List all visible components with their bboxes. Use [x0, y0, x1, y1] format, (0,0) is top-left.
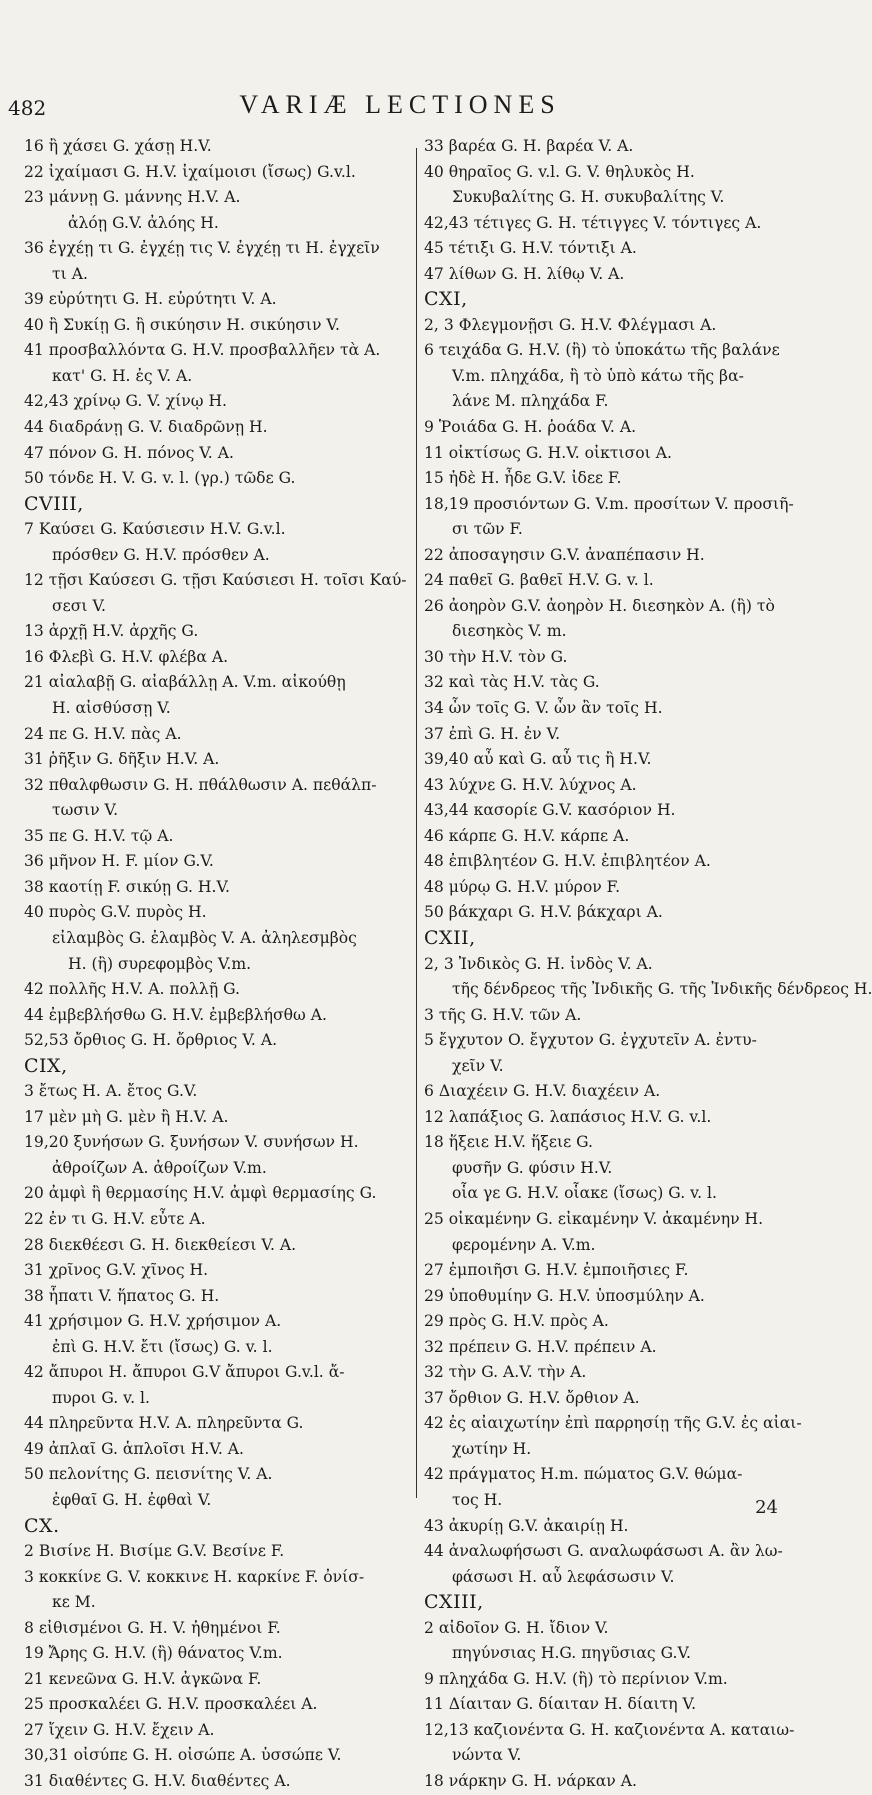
variant-entry: 22 ἰχαίμασι G. H.V. ἰχαίμοισι (ἴσως) G.v.l. — [24, 162, 356, 181]
section-heading: CVIII, — [24, 492, 84, 515]
variant-entry: 36 ἐγχέῃ τι G. ἐγχέῃ τις V. ἐγχέῃ τι H. ἐγχεῖν — [24, 239, 380, 258]
variant-entry: 43 ἀκυρίῃ G.V. ἀκαιρίῃ H. — [424, 1516, 629, 1535]
variant-entry: πηγύνσιας H.G. πηγῦσιας G.V. — [452, 1644, 691, 1663]
variant-entry: 6 Διαχέειν G. H.V. διαχέειν A. — [424, 1082, 661, 1101]
variant-entry: 44 πληρεῦντα H.V. A. πληρεῦντα G. — [24, 1414, 304, 1433]
variant-entry: νώντα V. — [452, 1746, 522, 1765]
variant-entry: 48 ἐπιβλητέον G. H.V. ἐπιβλητέον A. — [424, 852, 711, 871]
variant-entry: 2 Βισίνε H. Βισίμε G.V. Βεσίνε F. — [24, 1542, 285, 1561]
variant-entry: 42 ἐς αἰαιχωτίην ἐπὶ παρρησίῃ τῆς G.V. ἐς αἰαι- — [424, 1414, 802, 1433]
variant-entry: 3 ἔτως H. A. ἔτος G.V. — [24, 1082, 198, 1101]
variant-entry: 40 πυρὸς G.V. πυρὸς H. — [24, 903, 207, 922]
right-column — [424, 134, 872, 1795]
variant-entry: 27 ἴχειν G. H.V. ἔχειν A. — [24, 1720, 215, 1739]
variant-entry: 9 πληχάδα G. H.V. (ἢ) τὸ περίνιον V.m. — [424, 1669, 728, 1688]
column-divider — [416, 148, 417, 1498]
variant-entry: 50 πελονίτης G. πεισνίτης V. A. — [24, 1465, 273, 1484]
variant-entry: 30 τὴν H.V. τὸν G. — [424, 647, 568, 666]
variant-entry: 15 ἠδὲ H. ἦδε G.V. ἰδεε F. — [424, 469, 622, 488]
variant-entry: 45 τέτιξι G. H.V. τόντιξι A. — [424, 239, 637, 258]
variant-entry: 44 ἐμβεβλήσθω G. H.V. ἐμβεβλήσθω A. — [24, 1005, 327, 1024]
variant-entry: 12 λαπάξιος G. λαπάσιος H.V. G. v.l. — [424, 1107, 712, 1126]
variant-entry: 35 πε G. H.V. τῷ A. — [24, 826, 174, 845]
variant-entry: 42 ἄπυροι H. ἄπυροι G.V ἄπυροι G.v.l. ἄ- — [24, 1363, 345, 1382]
variant-entry: 12 τῇσι Καύσεσι G. τῇσι Καύσιεσι H. τοῖσι Καύ- — [24, 571, 407, 590]
variant-entry: 23 μάννῃ G. μάννης H.V. A. — [24, 188, 241, 207]
variant-entry: 5 ἔγχυτον O. ἔγχυτον G. ἐγχυτεῖν A. ἐντυ- — [424, 1031, 757, 1050]
variant-entry: 40 ἢ Συκίῃ G. ἢ σικύησιν H. σικύησιν V. — [24, 315, 340, 334]
variant-entry: ἀθροίζων A. ἀθροίζων V.m. — [52, 1158, 267, 1177]
running-head: VARIÆ LECTIONES — [239, 90, 561, 119]
variant-entry: 31 χρῖνος G.V. χῖνος H. — [24, 1261, 209, 1280]
variant-entry: 2, 3 Ἰνδικὸς G. H. ἰνδὸς V. A. — [424, 954, 653, 973]
variant-entry: 43 λύχνε G. H.V. λύχνος A. — [424, 775, 637, 794]
variant-entry: Συκυβαλίτης G. H. συκυβαλίτης V. — [452, 188, 725, 207]
variant-entry: 12,13 καζιονέντα G. H. καζιονέντα A. καταιω- — [424, 1720, 795, 1739]
variant-entry: 38 καοτίῃ F. σικύῃ G. H.V. — [24, 877, 230, 896]
variant-entry: 29 πρὸς G. H.V. πρὸς A. — [424, 1312, 609, 1331]
variant-entry: 50 τόνδε H. V. G. v. l. (γρ.) τῶδε G. — [24, 469, 296, 488]
variant-entry: χωτίην H. — [452, 1439, 532, 1458]
variant-entry: 40 θηραῖος G. v.l. G. V. θηλυκὸς H. — [424, 162, 695, 181]
variant-entry: 32 πρέπειν G. H.V. πρέπειν A. — [424, 1337, 657, 1356]
variant-entry: 2, 3 Φλεγμονῇσι G. H.V. Φλέγμασι A. — [424, 315, 717, 334]
section-heading: CX. — [24, 1514, 60, 1537]
variant-entry: 39 εὐρύτητι G. H. εὐρύτητι V. A. — [24, 290, 277, 309]
variant-entry: 6 τειχάδα G. H.V. (ἢ) τὸ ὑποκάτω τῆς βαλάνε — [424, 341, 780, 360]
page-number: 482 — [8, 96, 47, 120]
signature-mark: 24 — [755, 1497, 778, 1518]
variant-entry: 41 προσβαλλόντα G. H.V. προσβαλλῆεν τὰ A. — [24, 341, 381, 360]
variant-entry: ἐπὶ G. H.V. ἔτι (ἴσως) G. v. l. — [52, 1337, 273, 1356]
variant-entry: 8 εἰθισμένοι G. H. V. ἠθημένοι F. — [24, 1618, 281, 1637]
variant-entry: διεσηκὸς V. m. — [452, 622, 567, 641]
section-heading: CXIII, — [424, 1591, 484, 1614]
variant-entry: 26 ἀοηρὸν G.V. ἀοηρὸν H. διεσηκὸν A. (ἢ) τὸ — [424, 596, 775, 615]
variant-entry: 32 καὶ τὰς H.V. τὰς G. — [424, 673, 600, 692]
variant-entry: 52,53 ὄρθιος G. H. ὄρθριος V. A. — [24, 1031, 278, 1050]
variant-entry: 38 ἧπατι V. ἥπατος G. H. — [24, 1286, 220, 1305]
variant-entry: 42 πράγματος H.m. πώματος G.V. θώμα- — [424, 1465, 743, 1484]
section-heading: CXI, — [424, 288, 468, 311]
variant-entry: 27 ἐμποιῆσι G. H.V. ἐμποιῆσιες F. — [424, 1261, 689, 1280]
variant-entry: σι τῶν F. — [452, 520, 523, 539]
variant-entry: 49 ἀπλαῖ G. ἁπλοῖσι H.V. A. — [24, 1439, 244, 1458]
variant-entry: 24 παθεῖ G. βαθεῖ H.V. G. v. l. — [424, 571, 654, 590]
variant-entry: 50 βάκχαρι G. H.V. βάκχαρι A. — [424, 903, 663, 922]
variant-entry: 44 ἀναλωφήσωσι G. αναλωφάσωσι A. ἂν λω- — [424, 1542, 783, 1561]
variant-entry: 32 πθαλφθωσιν G. H. πθάλθωσιν A. πεθάλπ- — [24, 775, 377, 794]
variant-entry: 42 πολλῆς H.V. A. πολλῇ G. — [24, 980, 240, 999]
variant-entry: 46 κάρπε G. H.V. κάρπε A. — [424, 826, 630, 845]
variant-entry: κε M. — [52, 1593, 96, 1612]
variant-entry: ἀλόῃ G.V. ἀλόης H. — [68, 213, 219, 232]
variant-entry: πυροι G. v. l. — [52, 1388, 150, 1407]
variant-entry: τῆς δένδρεος τῆς Ἰνδικῆς G. τῆς Ἰνδικῆς δένδρεος H. — [452, 980, 872, 999]
variant-entry: 18 νάρκην G. H. νάρκαν A. — [424, 1772, 637, 1790]
variant-entry: 18,19 προσιόντων G. V.m. προσίτων V. προσιῆ- — [424, 494, 794, 513]
variant-entry: 22 ἀποσαγησιν G.V. ἀναπέπασιν H. — [424, 545, 705, 564]
variant-entry: 13 ἀρχῇ H.V. ἀρχῆς G. — [24, 622, 199, 641]
variant-entry: 43,44 κασορίε G.V. κασόριον H. — [424, 801, 676, 820]
section-heading: CIX, — [24, 1054, 68, 1077]
variant-entry: τωσιν V. — [52, 801, 119, 820]
variant-entry: 17 μὲν μὴ G. μὲν ἢ H.V. A. — [24, 1107, 229, 1126]
variant-entry: 47 λίθων G. H. λίθῳ V. A. — [424, 264, 625, 283]
variant-entry: 28 διεκθέεσι G. H. διεκθείεσι V. A. — [24, 1235, 297, 1254]
variant-entry: 31 διαθέντες G. H.V. διαθέντες A. — [24, 1772, 291, 1790]
variant-entry: τι A. — [52, 264, 88, 283]
variant-entry: 47 πόνον G. H. πόνος V. A. — [24, 443, 234, 462]
variant-entry: 16 Φλεβὶ G. H.V. φλέβα A. — [24, 647, 229, 666]
variant-entry: 25 οἰκαμένην G. εἰκαμένην V. ἀκαμένην H. — [424, 1209, 764, 1228]
variant-entry: 11 Δίαιταν G. δίαιταν H. δίαιτη V. — [424, 1695, 697, 1714]
variant-entry: H. (ἢ) συρεφομβὸς V.m. — [68, 954, 252, 973]
variant-entry: 19,20 ξυνήσων G. ξυνήσων V. συνήσων H. — [24, 1133, 359, 1152]
variant-entry: 44 διαδράνῃ G. V. διαδρῶνῃ H. — [24, 418, 268, 437]
section-heading: CXII, — [424, 926, 476, 949]
variant-entry: 25 προσκαλέει G. H.V. προσκαλέει A. — [24, 1695, 318, 1714]
variant-entry: 11 οἰκτίσως G. H.V. οἰκτισοι A. — [424, 443, 672, 462]
variant-entry: εἰλαμβὸς G. ἐλαμβὸς V. A. ἀληλεσμβὸς — [52, 928, 357, 947]
variant-entry: σεσι V. — [52, 596, 106, 615]
variant-entry: φερομένην A. V.m. — [452, 1235, 596, 1254]
variant-entry: τος H. — [452, 1490, 503, 1509]
variant-entry: φυσῆν G. φύσιν H.V. — [452, 1158, 613, 1177]
variant-entry: 20 ἀμφὶ ἢ θερμασίης H.V. ἀμφὶ θερμασίης G. — [24, 1184, 377, 1203]
variant-entry: V.m. πληχάδα, ἢ τὸ ὑπὸ κάτω τῆς βα- — [452, 366, 744, 385]
left-column — [24, 134, 410, 1795]
variant-entry: οἷα γε G. H.V. οἷακε (ἴσως) G. v. l. — [452, 1184, 717, 1203]
variant-entry: 32 τὴν G. A.V. τὴν A. — [424, 1363, 587, 1382]
variant-entry: 24 πε G. H.V. πὰς A. — [24, 724, 182, 743]
variant-entry: 21 κενεῶνα G. H.V. ἀγκῶνα F. — [24, 1669, 262, 1688]
variant-entry: 48 μύρῳ G. H.V. μύρον F. — [424, 877, 621, 896]
variant-entry: 30,31 οἰσύπε G. H. οἰσώπε A. ὑσσώπε V. — [24, 1746, 342, 1765]
variant-entry: 18 ἥξειε H.V. ἥξειε G. — [424, 1133, 593, 1152]
variant-entry: 29 ὑποθυμίην G. H.V. ὑποσμύλην A. — [424, 1286, 705, 1305]
variant-entry: 3 κοκκίνε G. V. κοκκινε H. καρκίνε F. ὀνίσ- — [24, 1567, 365, 1586]
variant-entry: 3 τῆς G. H.V. τῶν A. — [424, 1005, 582, 1024]
variant-entry: 31 ῥῆξιν G. δῆξιν H.V. A. — [24, 750, 220, 769]
variant-entry: 16 ἢ χάσει G. χάσῃ H.V. — [24, 137, 212, 155]
variant-entry: φάσωσι H. αὖ λεφάσωσιν V. — [452, 1567, 675, 1586]
variant-entry: λάνε M. πληχάδα F. — [452, 392, 609, 411]
variant-entry: 37 ὄρθιον G. H.V. ὄρθιον A. — [424, 1388, 640, 1407]
variant-entry: 33 βαρέα G. H. βαρέα V. A. — [424, 137, 634, 155]
variant-entry: 19 Ἄρης G. H.V. (ἢ) θάνατος V.m. — [24, 1644, 283, 1663]
variant-entry: 7 Καύσει G. Καύσιεσιν H.V. G.v.l. — [24, 520, 286, 539]
variant-entry: 42,43 τέτιγες G. H. τέτιγγες V. τόντιγες A. — [424, 213, 762, 232]
variant-entry: 34 ὧν τοῖς G. V. ὧν ἂν τοῖς H. — [424, 699, 663, 718]
variant-entry: 37 ἐπὶ G. H. ἐν V. — [424, 724, 561, 743]
variant-entry: 42,43 χρίνῳ G. V. χίνῳ H. — [24, 392, 228, 411]
variant-entry: ἐφθαῖ G. H. ἐφθαὶ V. — [52, 1490, 212, 1509]
variant-entry: H. αἰσθύσσῃ V. — [52, 699, 171, 718]
variant-entry: 41 χρήσιμον G. H.V. χρήσιμον A. — [24, 1312, 282, 1331]
variant-entry: 21 αἰαλαβῇ G. αἰαβάλλῃ A. V.m. αἰκούθῃ — [24, 673, 346, 692]
variant-entry: χεῖν V. — [452, 1056, 504, 1075]
variant-entry: 9 Ῥοιάδα G. H. ῥοάδα V. A. — [424, 418, 637, 437]
variant-entry: κατ' G. H. ἐς V. A. — [52, 366, 193, 385]
variant-entry: πρόσθεν G. H.V. πρόσθεν A. — [52, 545, 270, 564]
variant-entry: 22 ἐν τι G. H.V. εὖτε A. — [24, 1209, 206, 1228]
variant-entry: 36 μῆνον H. F. μίον G.V. — [24, 852, 214, 871]
variant-entry: 39,40 αὖ καὶ G. αὖ τις ἢ H.V. — [424, 750, 652, 769]
variant-entry: 2 αἰδοῖον G. H. ἴδιον V. — [424, 1618, 609, 1637]
